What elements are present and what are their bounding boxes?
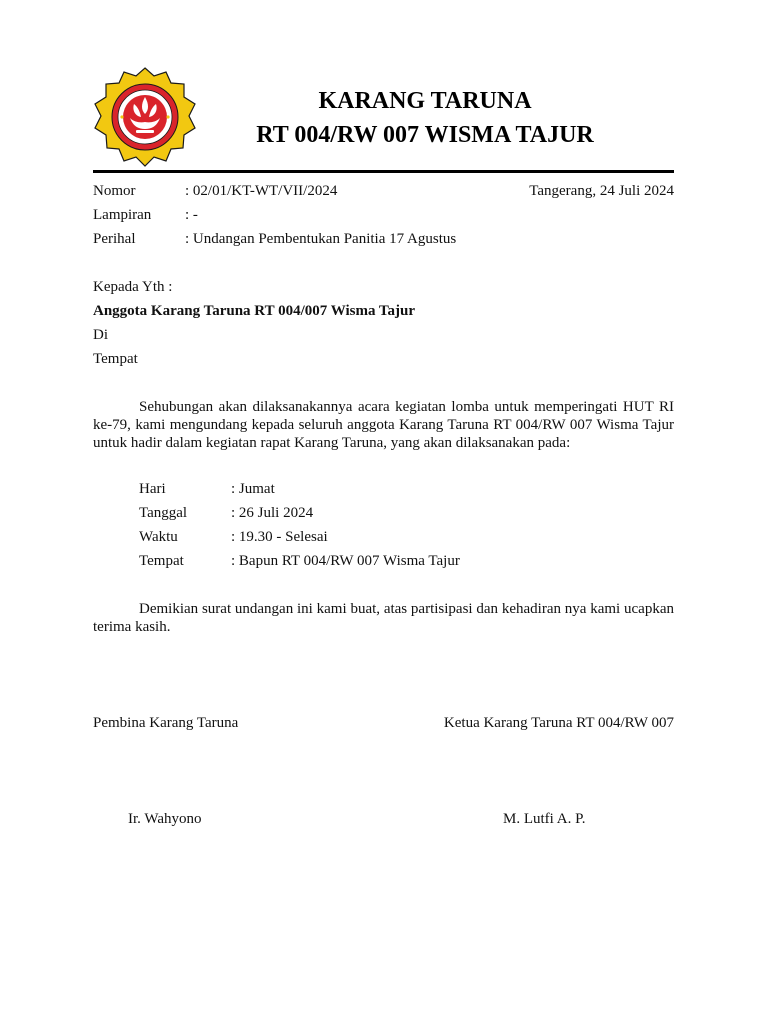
karang-taruna-logo-icon bbox=[92, 66, 198, 168]
perihal-label: Perihal bbox=[93, 231, 136, 247]
closing-paragraph: Demikian surat undangan ini kami buat, atas partisipasi dan kehadiran nya kami ucapkan terima kasih. bbox=[93, 601, 674, 635]
right-signer-role: Ketua Karang Taruna RT 004/RW 007 bbox=[443, 715, 674, 731]
left-signer-role: Pembina Karang Taruna bbox=[93, 715, 239, 731]
opening-paragraph: Sehubungan akan dilaksanakannya acara kegiatan lomba untuk memperingati HUT RI ke-79, kami mengundang kepada seluruh anggota Karang Taruna RT 004/RW 007 Wisma Tajur untuk hadir dalam kegiatan rapat Karang Taruna, yang akan dilaksanakan pada: bbox=[93, 399, 674, 451]
detail-label: Tanggal bbox=[139, 505, 188, 521]
detail-label: Tempat bbox=[139, 553, 184, 569]
nomor-label: Nomor bbox=[93, 183, 136, 199]
detail-value: : Jumat bbox=[231, 481, 275, 497]
recipient-di: Di bbox=[93, 327, 108, 343]
header-divider bbox=[93, 170, 674, 173]
lampiran-label: Lampiran bbox=[93, 207, 152, 223]
detail-value: : 26 Juli 2024 bbox=[231, 505, 314, 521]
org-title: KARANG TARUNA bbox=[318, 88, 532, 114]
detail-value: : 19.30 - Selesai bbox=[231, 529, 328, 545]
nomor-value: : 02/01/KT-WT/VII/2024 bbox=[185, 183, 338, 199]
detail-label: Waktu bbox=[139, 529, 178, 545]
org-subtitle: RT 004/RW 007 WISMA TAJUR bbox=[256, 122, 594, 148]
recipient-place: Tempat bbox=[93, 351, 138, 367]
place-date: Tangerang, 24 Juli 2024 bbox=[529, 183, 674, 199]
detail-value: : Bapun RT 004/RW 007 Wisma Tajur bbox=[231, 553, 460, 569]
perihal-value: : Undangan Pembentukan Panitia 17 Agustus bbox=[185, 231, 457, 247]
lampiran-value: : - bbox=[185, 207, 198, 223]
recipient-name: Anggota Karang Taruna RT 004/007 Wisma Tajur bbox=[93, 303, 416, 319]
left-signer-name: Ir. Wahyono bbox=[128, 811, 202, 827]
recipient-salutation: Kepada Yth : bbox=[93, 279, 173, 295]
right-signer-name: M. Lutfi A. P. bbox=[503, 811, 586, 827]
detail-label: Hari bbox=[139, 481, 166, 497]
